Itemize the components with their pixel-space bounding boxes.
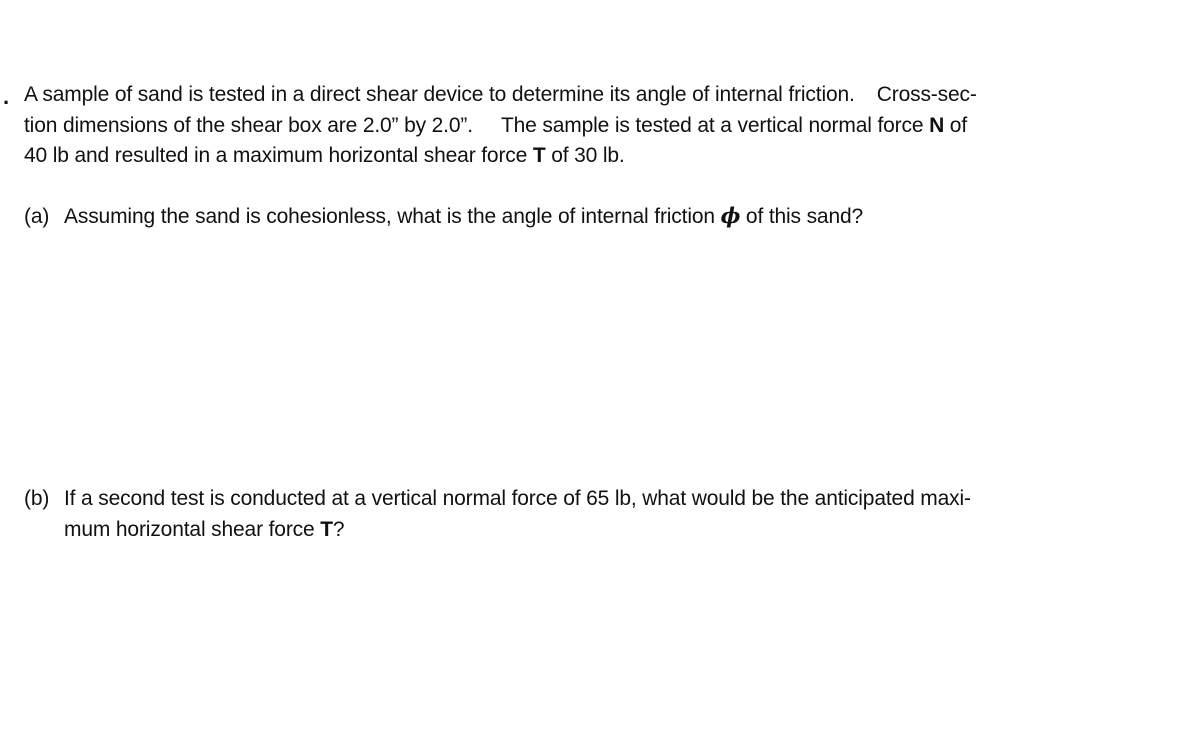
problem-text-3b: of 30 lb. (545, 144, 625, 167)
problem-statement (24, 80, 1104, 172)
problem-line-1 (24, 80, 1104, 111)
phi-symbol: ϕ (720, 203, 741, 228)
shear-force-symbol: T (532, 144, 546, 167)
question-b-label: (b) (24, 487, 50, 510)
question-a (24, 200, 863, 232)
question-b-line-2 (24, 514, 971, 545)
problem-line-2 (24, 111, 1104, 142)
shear-force-symbol-b: T (320, 518, 333, 541)
problem-line-3 (24, 141, 1104, 172)
normal-force-symbol: N (929, 113, 945, 137)
question-a-text-after: of this sand? (740, 205, 864, 228)
question-b-line-1: If a second test is conducted at a vertical normal force of 65 lb, what would be the anticipated maxi- (64, 487, 971, 510)
problem-text-1a: A sample of sand is tested in a direct shear device to determine its angle of internal friction. (24, 83, 855, 106)
problem-text-1b: Cross-sec- (876, 83, 977, 106)
list-bullet: . (3, 84, 10, 109)
problem-text-3a: 40 lb and resulted in a maximum horizontal shear force (24, 144, 533, 167)
question-a-text-before: Assuming the sand is cohesionless, what is the angle of internal friction (64, 205, 721, 228)
problem-text-2a: tion dimensions of the shear box are 2.0” by 2.0”. (24, 113, 473, 137)
question-b-text-2a: mum horizontal shear force (64, 518, 321, 541)
problem-text-2b: The sample is tested at a vertical normal force (500, 113, 930, 137)
question-a-text (64, 205, 863, 228)
question-b (24, 483, 971, 545)
question-a-label: (a) (24, 205, 50, 228)
question-b-text-2b: ? (332, 518, 345, 541)
problem-text-2c: of (944, 113, 968, 137)
